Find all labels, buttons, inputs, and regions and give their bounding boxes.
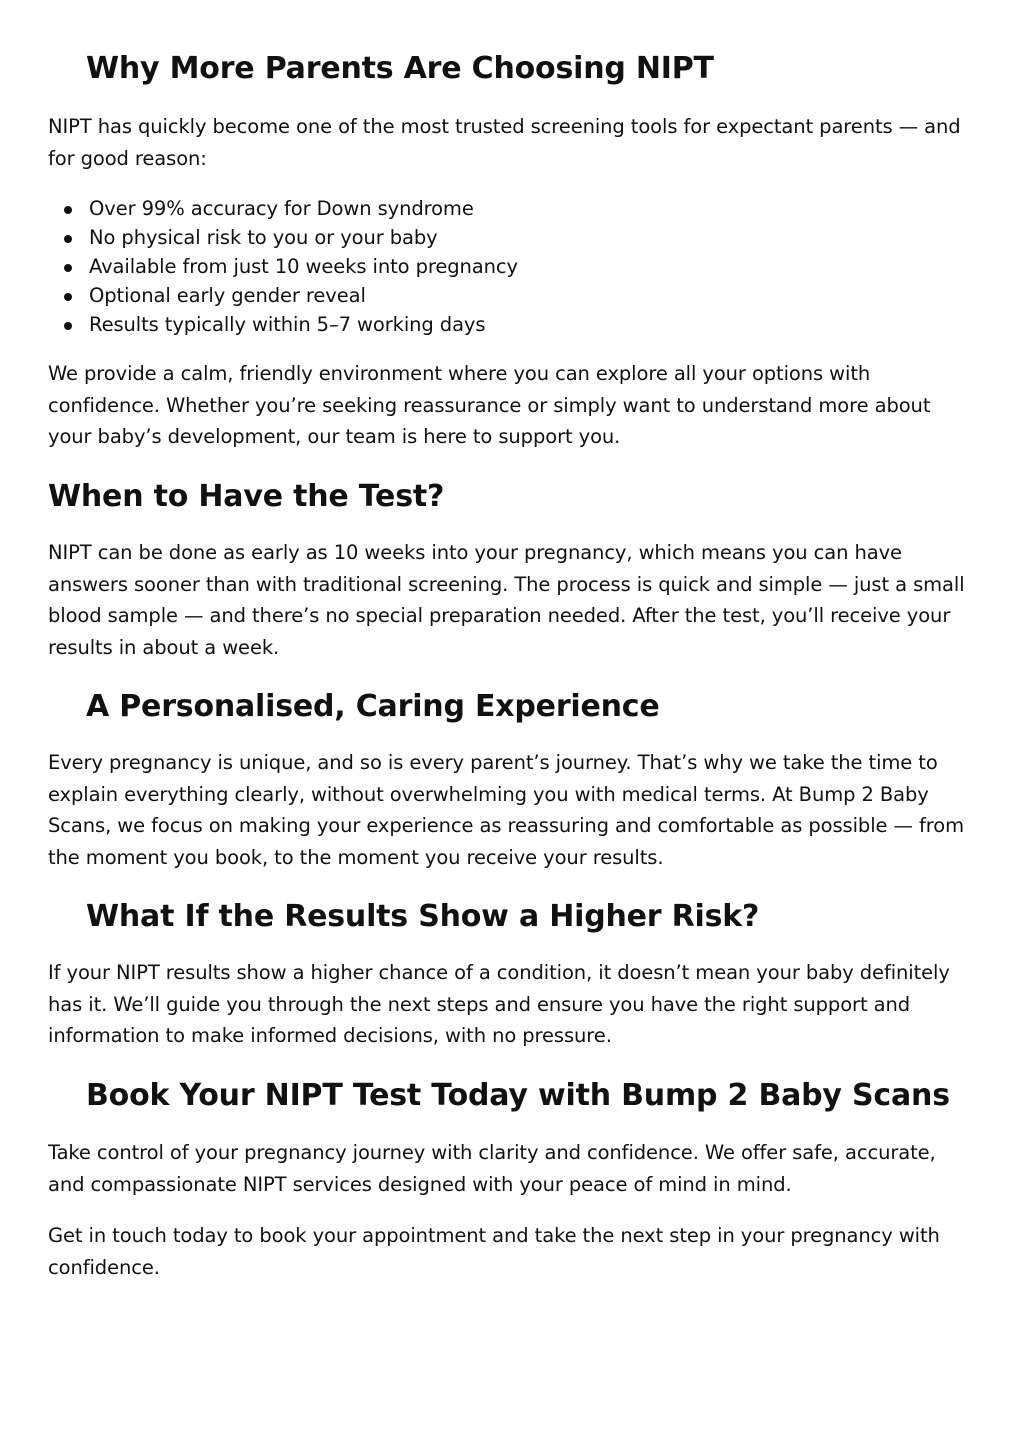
section-intro-paragraph: NIPT has quickly become one of the most trusted screening tools for expectant parents — and for good reason: xyxy=(48,115,961,170)
benefits-list xyxy=(48,194,976,339)
section-heading-personalised: A Personalised, Caring Experience xyxy=(86,689,660,724)
list-item: Optional early gender reveal xyxy=(48,281,976,310)
list-item: Available from just 10 weeks into pregnancy xyxy=(48,252,976,281)
section-closing-paragraph: Get in touch today to book your appointment and take the next step in your pregnancy with confidence. xyxy=(48,1224,940,1279)
list-item: No physical risk to you or your baby xyxy=(48,223,976,252)
list-item: Over 99% accuracy for Down syndrome xyxy=(48,194,976,223)
section-body-paragraph: Take control of your pregnancy journey with clarity and confidence. We offer safe, accurate, and compassionate NIPT services designed with your peace of mind in mind. xyxy=(48,1141,936,1196)
list-item: Results typically within 5–7 working days xyxy=(48,310,976,339)
bullet-icon xyxy=(64,206,72,214)
section-body-paragraph: We provide a calm, friendly environment where you can explore all your options with confidence. Whether you’re seeking reassurance or simply want to understand more about your baby’s development, our team is here to support you. xyxy=(48,362,931,448)
section-heading-book-today: Book Your NIPT Test Today with Bump 2 Baby Scans xyxy=(86,1078,950,1113)
bullet-icon xyxy=(64,293,72,301)
section-heading-higher-risk: What If the Results Show a Higher Risk? xyxy=(86,899,760,934)
section-heading-when-test: When to Have the Test? xyxy=(48,479,445,514)
bullet-icon xyxy=(64,322,72,330)
bullet-icon xyxy=(64,235,72,243)
section-body-paragraph: NIPT can be done as early as 10 weeks into your pregnancy, which means you can have answers sooner than with traditional screening. The process is quick and simple — just a small blood sample — and there’s no special preparation needed. After the test, you’ll receive your results in about a week. xyxy=(48,541,965,659)
section-body-paragraph: If your NIPT results show a higher chance of a condition, it doesn’t mean your baby definitely has it. We’ll guide you through the next steps and ensure you have the right support and information to make informed decisions, with no pressure. xyxy=(48,961,950,1047)
bullet-icon xyxy=(64,264,72,272)
section-body-paragraph: Every pregnancy is unique, and so is every parent’s journey. That’s why we take the time to explain everything clearly, without overwhelming you with medical terms. At Bump 2 Baby Scans, we focus on making your experience as reassuring and comfortable as possible — from the moment you book, to the moment you receive your results. xyxy=(48,751,964,869)
section-heading-why-nipt: Why More Parents Are Choosing NIPT xyxy=(86,51,714,86)
